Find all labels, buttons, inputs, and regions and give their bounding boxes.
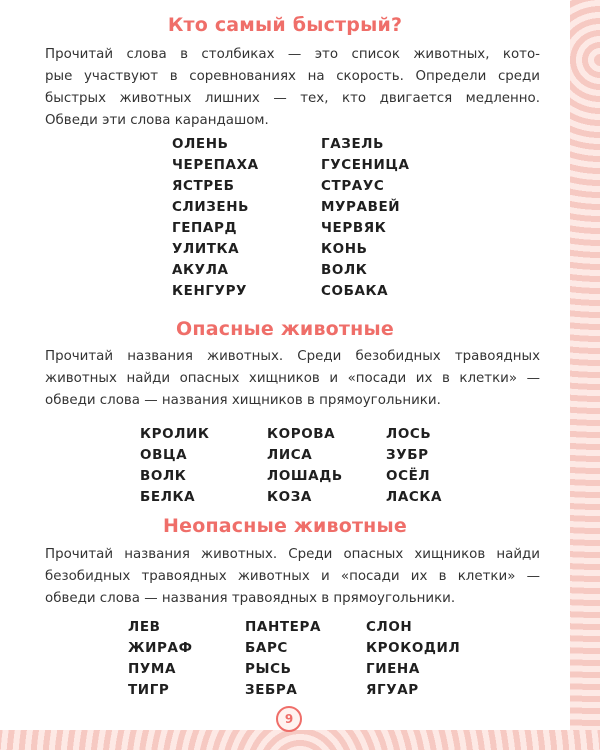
word-item[interactable]: СЛИЗЕНЬ (172, 199, 250, 215)
word-item[interactable]: БЕЛКА (140, 489, 196, 505)
word-column-3 (366, 617, 460, 701)
instruction-line: обведи слова — названия хищников в прямоугольники. (45, 393, 441, 408)
word-item[interactable]: ВОЛК (140, 468, 187, 484)
word-item[interactable]: СТРАУС (321, 178, 385, 194)
word-item[interactable]: АКУЛА (172, 262, 229, 278)
instruction-line: Прочитай названия животных. Среди безобидных травоядных (45, 349, 540, 364)
word-item[interactable]: ЗЕБРА (245, 682, 298, 698)
word-item[interactable]: ЗУБР (386, 447, 429, 463)
word-column-2 (245, 617, 321, 701)
word-column-3 (386, 424, 442, 508)
word-item[interactable]: СЛОН (366, 619, 413, 635)
word-item[interactable]: КРОЛИК (140, 426, 210, 442)
word-column-2 (267, 424, 343, 508)
word-item[interactable]: ЧЕРЕПАХА (172, 157, 259, 173)
word-item[interactable]: ГЕПАРД (172, 220, 238, 236)
word-item[interactable]: ЧЕРВЯК (321, 220, 387, 236)
section-instructions-fastest (45, 44, 540, 132)
word-item[interactable]: РЫСЬ (245, 661, 292, 677)
word-column-1 (128, 617, 193, 701)
section-title-dangerous: Опасные животные (176, 318, 394, 340)
word-item[interactable]: ЛАСКА (386, 489, 443, 505)
word-item[interactable]: ОСЁЛ (386, 468, 431, 484)
instruction-line: обведи слова — названия травоядных в прямоугольники. (45, 591, 456, 606)
instruction-line: безобидных травоядных животных и «посади их в клетки» — (45, 569, 540, 584)
word-item[interactable]: ГАЗЕЛЬ (321, 136, 384, 152)
decorative-side-border (570, 0, 600, 750)
instruction-line: Обведи эти слова карандашом. (45, 113, 269, 128)
word-item[interactable]: ЯГУАР (366, 682, 419, 698)
word-item[interactable]: УЛИТКА (172, 241, 240, 257)
decorative-bottom-border (0, 730, 600, 750)
word-item[interactable]: ВОЛК (321, 262, 368, 278)
word-item[interactable]: БАРС (245, 640, 288, 656)
instruction-line: Прочитай названия животных. Среди опасных хищников найди (45, 547, 540, 562)
instruction-line: Прочитай слова в столбиках — это список животных, кото- (45, 47, 540, 62)
word-item[interactable]: КОРОВА (267, 426, 336, 442)
word-item[interactable]: ПАНТЕРА (245, 619, 322, 635)
word-item[interactable]: ПУМА (128, 661, 176, 677)
page-number-badge: 9 (276, 706, 302, 732)
word-column-1 (140, 424, 210, 508)
section-instructions-dangerous (45, 346, 540, 412)
word-column-1 (172, 134, 259, 302)
section-title-fastest: Кто самый быстрый? (167, 14, 403, 36)
instruction-line: рые участвуют в соревнованиях на скорость. Определи среди (45, 69, 540, 84)
word-item[interactable]: ЛОСЬ (386, 426, 432, 442)
word-item[interactable]: КЕНГУРУ (172, 283, 248, 299)
word-item[interactable]: КОЗА (267, 489, 312, 505)
word-item[interactable]: ЛИСА (267, 447, 313, 463)
word-item[interactable]: ЖИРАФ (128, 640, 193, 656)
word-item[interactable]: ОЛЕНЬ (172, 136, 229, 152)
word-item[interactable]: ГИЕНА (366, 661, 420, 677)
word-item[interactable]: МУРАВЕЙ (321, 199, 401, 215)
section-instructions-harmless (45, 544, 540, 610)
word-item[interactable]: ОВЦА (140, 447, 188, 463)
instruction-line: животных найди опасных хищников и «посади их в клетки» — (45, 371, 540, 386)
word-item[interactable]: СОБАКА (321, 283, 389, 299)
word-item[interactable]: КОНЬ (321, 241, 368, 257)
word-item[interactable]: ГУСЕНИЦА (321, 157, 410, 173)
word-item[interactable]: КРОКОДИЛ (366, 640, 461, 656)
word-item[interactable]: ЛОШАДЬ (267, 468, 343, 484)
word-column-2 (321, 134, 410, 302)
word-item[interactable]: ТИГР (128, 682, 170, 698)
section-title-harmless: Неопасные животные (163, 515, 407, 537)
word-item[interactable]: ЛЕВ (128, 619, 161, 635)
word-item[interactable]: ЯСТРЕБ (172, 178, 235, 194)
instruction-line: быстрых животных лишних — тех, кто двигается медленно. (45, 91, 540, 106)
